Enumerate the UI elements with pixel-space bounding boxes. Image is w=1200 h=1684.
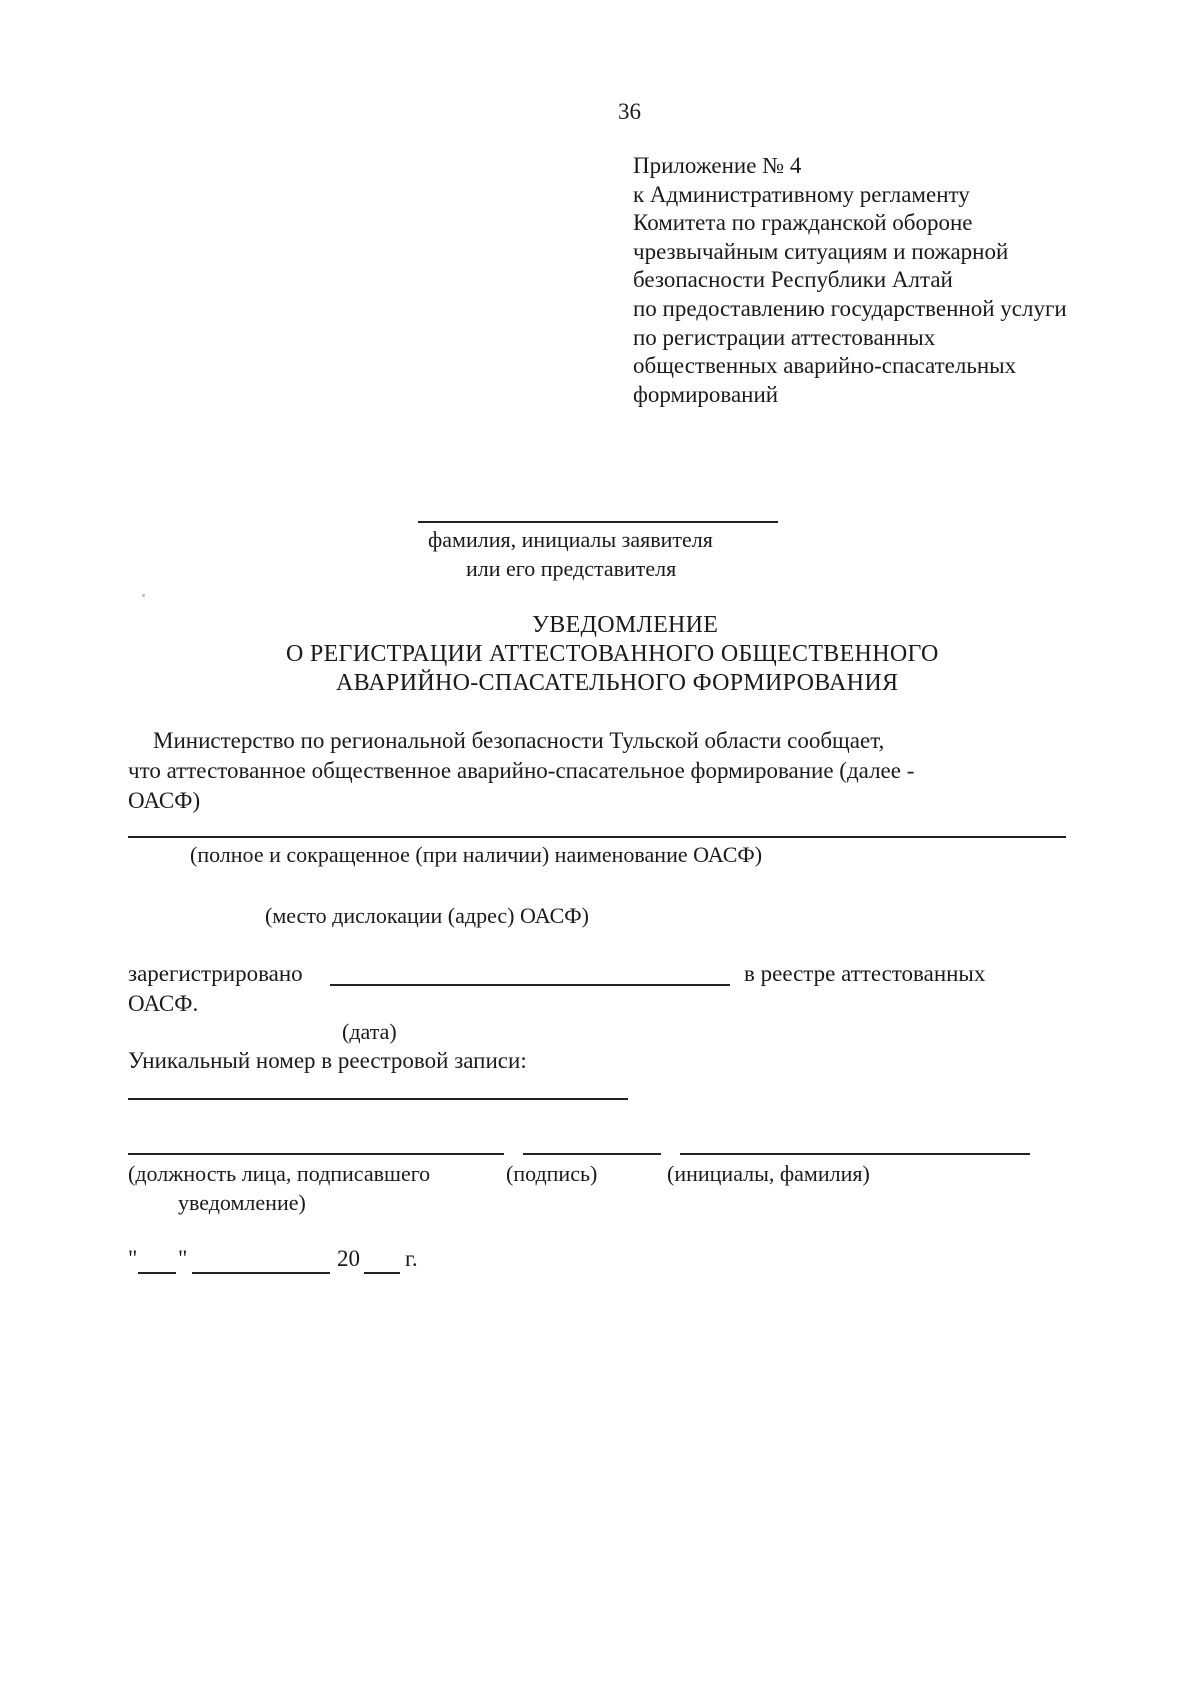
appendix-line: безопасности Республики Алтай [633, 267, 953, 293]
signature-caption: (подпись) [506, 1161, 598, 1186]
appendix-line: общественных аварийно-спасательных [633, 353, 1017, 379]
signature-line [523, 1153, 661, 1155]
body-text: что аттестованное общественное аварийно-спасательное формирование (далее - [128, 758, 915, 783]
position-line [128, 1153, 504, 1155]
date-year-prefix: 20 [337, 1246, 360, 1271]
document-title: УВЕДОМЛЕНИЕ [532, 612, 719, 638]
name-line [680, 1153, 1030, 1155]
registered-suffix: в реестре аттестованных [744, 961, 986, 986]
registered-suffix: ОАСФ. [128, 991, 199, 1016]
registered-label: зарегистрировано [128, 961, 303, 986]
appendix-line: по предоставлению государственной услуги [633, 295, 1067, 321]
date-day-line [138, 1272, 176, 1274]
page-number: 36 [618, 99, 641, 124]
oasf-name-line [128, 836, 1066, 838]
appendix-line: чрезвычайным ситуациям и пожарной [633, 238, 1009, 264]
appendix-line: формирований [633, 381, 779, 407]
applicant-caption: или его представителя [466, 556, 677, 581]
applicant-name-line [418, 521, 778, 523]
oasf-name-caption: (полное и сокращенное (при наличии) наименование ОАСФ) [190, 842, 763, 867]
body-text: ОАСФ) [128, 788, 201, 813]
date-quote-open: " [128, 1246, 138, 1271]
date-quote-close: " [178, 1246, 188, 1271]
position-caption: уведомление) [178, 1190, 306, 1215]
body-text: Министерство по региональной безопасности Тульской области сообщает, [153, 728, 885, 753]
document-title: АВАРИЙНО-СПАСАТЕЛЬНОГО ФОРМИРОВАНИЯ [336, 670, 899, 696]
appendix-block [633, 152, 1067, 409]
registration-date-line [330, 984, 730, 986]
unique-number-line [128, 1098, 628, 1100]
applicant-caption: фамилия, инициалы заявителя [428, 527, 713, 552]
date-caption: (дата) [342, 1019, 397, 1044]
document-title: О РЕГИСТРАЦИИ АТТЕСТОВАННОГО ОБЩЕСТВЕННОГО [286, 641, 939, 667]
appendix-line: по регистрации аттестованных [633, 324, 936, 350]
scan-speck [142, 594, 145, 597]
appendix-line: к Административному регламенту [633, 181, 970, 207]
appendix-line: Комитета по гражданской обороне [633, 210, 973, 236]
date-year-suffix: г. [405, 1246, 418, 1271]
oasf-location-caption: (место дислокации (адрес) ОАСФ) [265, 903, 589, 928]
position-caption: (должность лица, подписавшего [128, 1161, 431, 1186]
name-caption: (инициалы, фамилия) [667, 1161, 870, 1186]
date-month-line [192, 1272, 330, 1274]
appendix-line: Приложение № 4 [633, 153, 802, 178]
date-year-line [364, 1272, 400, 1274]
unique-number-label: Уникальный номер в реестровой записи: [128, 1048, 527, 1073]
